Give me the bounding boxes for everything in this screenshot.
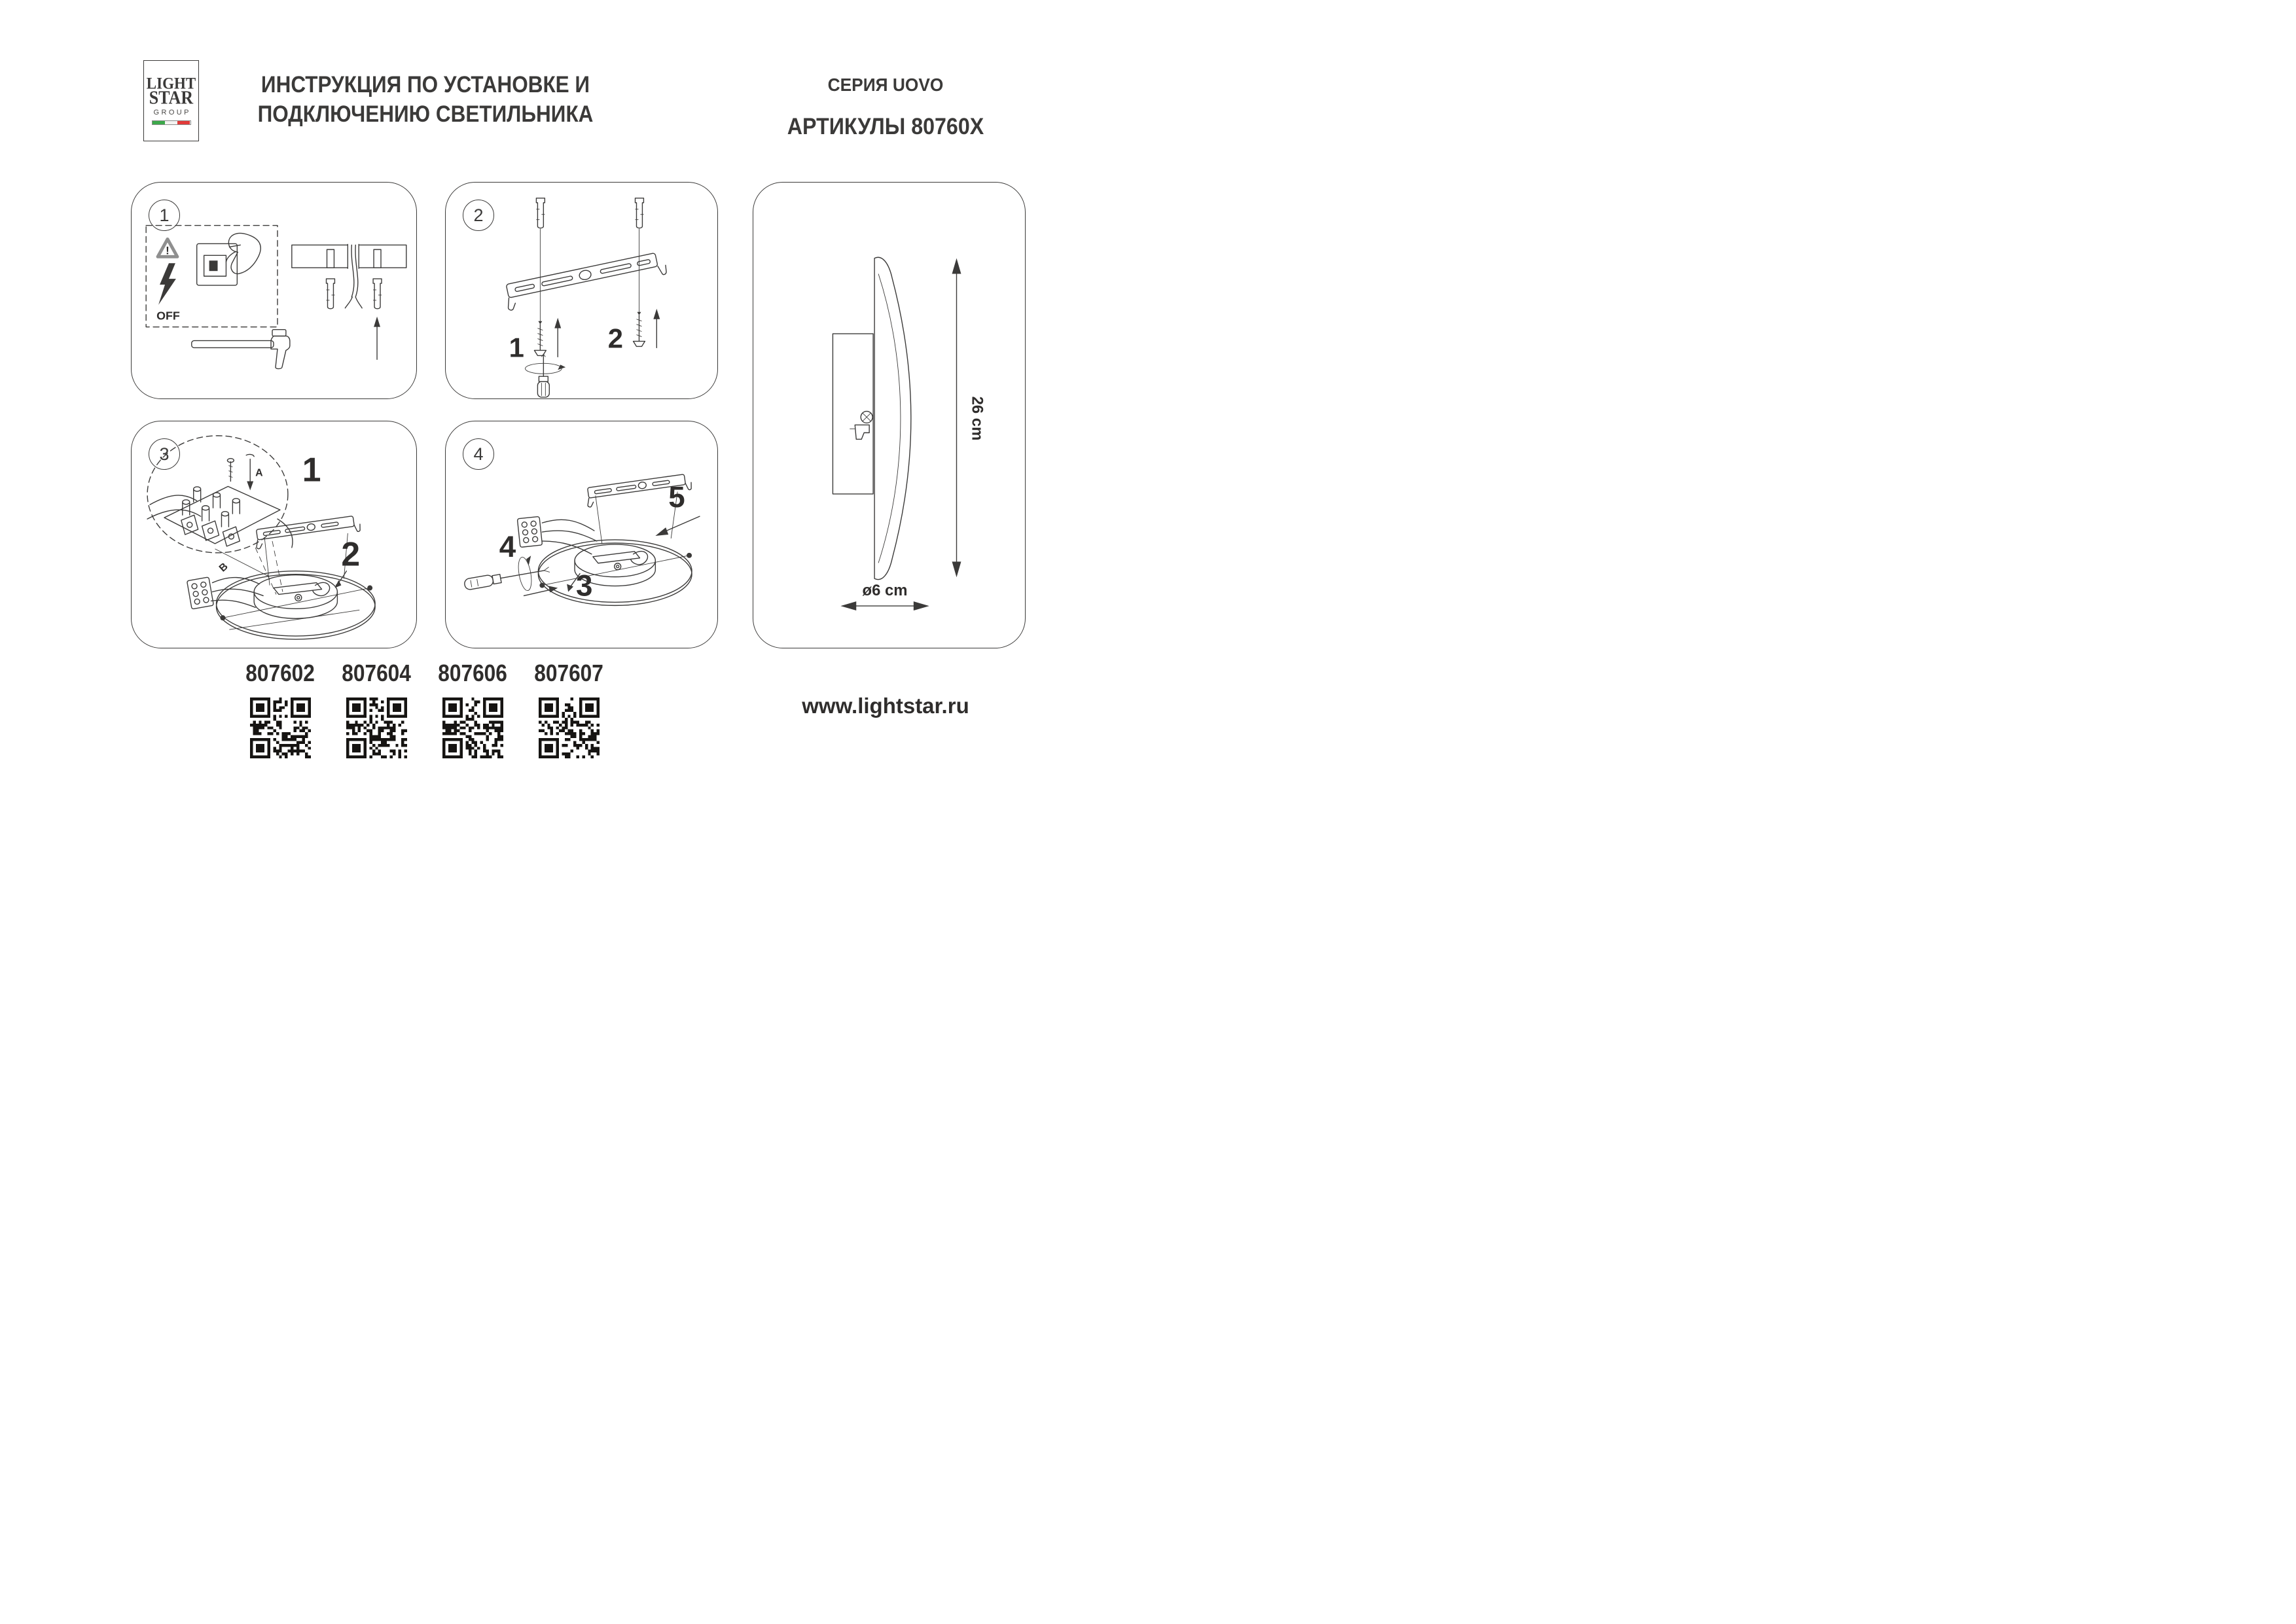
lightstar-logo bbox=[143, 60, 199, 141]
lightning-bolt-icon bbox=[158, 263, 176, 305]
page-title-line1: ИНСТРУКЦИЯ ПО УСТАНОВКЕ И bbox=[260, 72, 590, 97]
article-item bbox=[337, 660, 416, 758]
terminal-block bbox=[517, 516, 542, 547]
lamp-inner-surface bbox=[878, 274, 901, 563]
callout-screw bbox=[227, 459, 234, 482]
step4-panel bbox=[445, 421, 718, 648]
page-title-line2: ПОДКЛЮЧЕНИЮ СВЕТИЛЬНИКА bbox=[257, 101, 594, 127]
point-b-label: B bbox=[217, 561, 230, 574]
flag-red bbox=[177, 121, 190, 124]
flag-white bbox=[165, 121, 177, 124]
lamp-base-assembly bbox=[524, 540, 692, 605]
step4-number-text: 4 bbox=[473, 444, 484, 464]
hammer-icon bbox=[192, 330, 290, 369]
article-item bbox=[529, 660, 608, 758]
article-code: 807604 bbox=[342, 660, 411, 686]
step3-label-1: 1 bbox=[302, 450, 321, 489]
dish-rim bbox=[217, 571, 376, 636]
page-title bbox=[229, 71, 622, 130]
off-label: OFF bbox=[156, 309, 180, 323]
step3-number-text: 3 bbox=[159, 444, 170, 464]
article-item bbox=[433, 660, 512, 758]
article-item bbox=[241, 660, 319, 758]
logo-word-star: STAR bbox=[149, 87, 194, 109]
ceiling-cross-section bbox=[292, 244, 406, 308]
warning-triangle-icon bbox=[158, 239, 177, 256]
qr-code bbox=[539, 697, 600, 758]
width-dimension bbox=[840, 582, 929, 610]
step3-label-2: 2 bbox=[341, 535, 361, 573]
svg-text:!: ! bbox=[166, 244, 170, 257]
screw2-arrow-up bbox=[653, 309, 660, 348]
point-a-label: A bbox=[255, 467, 263, 479]
website-url: www.lightstar.ru bbox=[802, 694, 969, 718]
article-code: 807607 bbox=[534, 660, 603, 686]
wall-plate bbox=[833, 334, 873, 494]
article-code: 807606 bbox=[438, 660, 507, 686]
step2-number-text: 2 bbox=[473, 205, 484, 225]
qr-code bbox=[250, 697, 311, 758]
articles-label: АРТИКУЛЫ 80760X bbox=[787, 114, 984, 139]
step1-panel bbox=[131, 182, 417, 399]
screw-1 bbox=[534, 321, 546, 356]
article-code: 807602 bbox=[245, 660, 315, 686]
terminal-block bbox=[187, 577, 214, 609]
step2-panel bbox=[445, 182, 718, 399]
qr-code bbox=[346, 697, 407, 758]
driver-box bbox=[274, 583, 322, 595]
height-value: 26 cm bbox=[968, 396, 986, 441]
step4-number bbox=[463, 438, 494, 470]
screw-2 bbox=[634, 312, 645, 347]
step1-number bbox=[149, 200, 180, 231]
step4-label-3: 3 bbox=[576, 569, 593, 603]
height-dimension bbox=[952, 258, 986, 578]
terminal-cylinders bbox=[183, 487, 240, 527]
inner-ring bbox=[254, 575, 337, 609]
wall-switch-with-hand bbox=[197, 233, 261, 285]
label2-arrow bbox=[334, 571, 346, 588]
italian-flag-stripe bbox=[152, 120, 191, 125]
mounting-bracket bbox=[503, 251, 668, 311]
label5-arrow bbox=[655, 516, 700, 536]
step2-number bbox=[463, 200, 494, 231]
step1-number-text: 1 bbox=[159, 205, 170, 225]
step4-label-4: 4 bbox=[499, 529, 516, 563]
dimensions-panel bbox=[753, 182, 1026, 648]
qr-code bbox=[442, 697, 503, 758]
direction-a-arrow bbox=[246, 454, 254, 490]
lamp-side-view bbox=[753, 183, 1025, 648]
wall-plug-dowels bbox=[536, 198, 643, 228]
width-value: ø6 cm bbox=[862, 582, 908, 600]
mounting-screw-detail bbox=[850, 412, 872, 440]
articles-row bbox=[241, 660, 608, 758]
series-label: СЕРИЯ UOVO bbox=[827, 75, 944, 95]
step3-number bbox=[149, 438, 180, 470]
logo-word-light: LIGHT bbox=[146, 74, 196, 92]
power-off-warning-box bbox=[146, 226, 278, 327]
step3-panel bbox=[131, 421, 417, 648]
lamp-base-assembly bbox=[187, 515, 376, 639]
lamp-profile bbox=[874, 257, 911, 579]
instruction-sheet bbox=[0, 0, 1148, 812]
screw1-arrow-up bbox=[554, 318, 561, 357]
step4-label-5: 5 bbox=[668, 480, 685, 514]
flag-green bbox=[152, 121, 165, 124]
screw2-label: 2 bbox=[607, 323, 623, 354]
screw1-label: 1 bbox=[509, 332, 524, 363]
screwdriver-icon bbox=[526, 354, 566, 397]
series-block bbox=[755, 75, 1016, 140]
logo-word-group: GROUP bbox=[153, 109, 191, 117]
driver-box bbox=[593, 552, 640, 563]
insert-arrow-up bbox=[374, 317, 380, 360]
